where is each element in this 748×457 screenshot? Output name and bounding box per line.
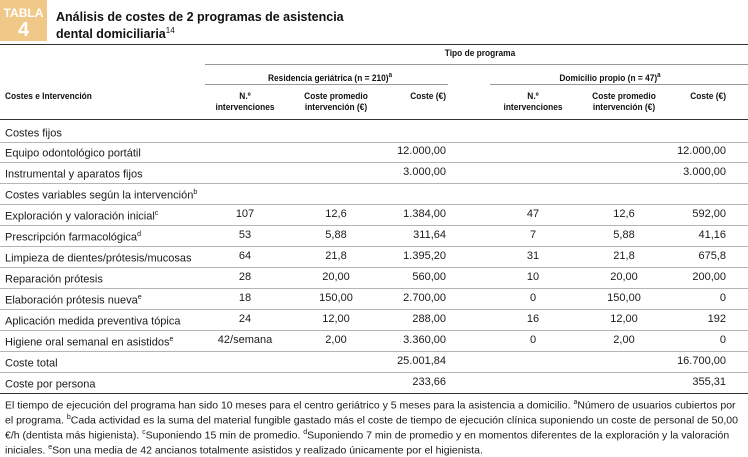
table-tag-number: 4 (17, 19, 30, 41)
title-line-1: Análisis de costes de 2 programas de asistencia (56, 10, 344, 24)
cell-n2: 10 (526, 271, 540, 283)
cell-avg2: 21,8 (613, 250, 635, 262)
cell-avg2: 12,6 (613, 208, 635, 220)
table-row (0, 330, 748, 352)
cell-n2: 47 (526, 208, 540, 220)
cell-cost2: 16.700,00 (677, 355, 726, 367)
row-label: Exploración y valoración inicial$^c$ (5, 210, 159, 223)
cell-cost1: 3.000,00 (403, 166, 446, 178)
cell-n1: 42/semana (217, 334, 273, 346)
cell-avg2: 5,88 (613, 229, 635, 241)
title-line-2: dental domiciliaria$^{14}$ (56, 26, 175, 42)
row-label: Prescripción farmacológica$^d$ (5, 231, 141, 244)
col-n2-header: N.º intervenciones (503, 91, 563, 113)
cell-cost2: 12.000,00 (677, 145, 726, 157)
col-cost2-header: Coste (€) (690, 91, 726, 102)
group2-rule (490, 84, 748, 85)
table-row (0, 288, 748, 310)
cell-cost1: 2.700,00 (403, 292, 446, 304)
cell-cost1: 288,00 (412, 313, 446, 325)
cell-cost1: 1.395,20 (403, 250, 446, 262)
row-label-header: Costes e Intervención (5, 91, 92, 102)
cell-avg2: 2,00 (613, 334, 635, 346)
table-row (0, 351, 748, 373)
top-rule (0, 44, 748, 45)
cell-cost1: 560,00 (412, 271, 446, 283)
cell-n1: 18 (238, 292, 252, 304)
program-type-rule (205, 64, 748, 65)
table-footnote: El tiempo de ejecución del programa han sido 10 meses para el centro geriátrico y 5 meses para la asistencia a domicilio. $^a$Número de usuarios cubiertos por el programa. $^b$Cada actividad es la suma del material fungible gastado más el coste de tiempo de ejecución clínica suponiendo un coste de personal de 50,00 €/h (dentista más higienista). $^c$Suponiendo 15 min de promedio. $^d$Suponiendo 7 min de promedio y en momentos diferentes de la exploración y la valoración iniciales. $^e$Son una media de 42 ancianos totalmente asistidos y realizado únicamente por el higienista. (5, 399, 738, 457)
cell-cost2: 592,00 (692, 208, 726, 220)
table-row (0, 121, 748, 143)
table-tag-word: TABLA (3, 6, 44, 20)
cell-avg1: 21,8 (325, 250, 347, 262)
group-residencia-header: Residencia geriátrica (n = 210)$^a$ (267, 72, 393, 85)
cell-cost2: 192 (707, 313, 726, 325)
row-label: Elaboración prótesis nueva$^e$ (5, 294, 142, 307)
cell-avg1: 20,00 (322, 271, 350, 283)
cell-n2: 0 (529, 334, 537, 346)
row-label: Instrumental y aparatos fijos (5, 168, 143, 181)
cell-n2: 0 (529, 292, 537, 304)
group-domicilio-header: Domicilio propio (n = 47)$^a$ (559, 72, 661, 85)
row-label: Costes fijos (5, 127, 62, 140)
table-row (0, 183, 748, 205)
cell-cost1: 311,64 (413, 229, 446, 241)
cell-cost2: 0 (719, 334, 726, 346)
cell-avg1: 150,00 (319, 292, 353, 304)
cell-avg1: 5,88 (325, 229, 347, 241)
col-avg2-header: Coste promedio intervención (€) (592, 91, 656, 113)
cell-cost1: 3.360,00 (403, 334, 446, 346)
cell-n2: 7 (529, 229, 537, 241)
table-row (0, 162, 748, 184)
table-row (0, 141, 748, 163)
cell-avg1: 12,00 (322, 313, 350, 325)
row-label: Coste por persona (5, 378, 96, 391)
cell-cost1: 12.000,00 (397, 145, 446, 157)
cell-cost1: 1.384,00 (403, 208, 446, 220)
program-type-header: Tipo de programa (444, 48, 516, 59)
header-rule (0, 119, 748, 120)
cell-n1: 107 (235, 208, 255, 220)
cell-avg2: 150,00 (607, 292, 641, 304)
cell-n1: 28 (238, 271, 252, 283)
table-row (0, 267, 748, 289)
cell-cost2: 355,31 (692, 376, 726, 388)
table-tag (0, 0, 47, 41)
table-row (0, 204, 748, 226)
row-label: Higiene oral semanal en asistidos$^e$ (5, 336, 174, 349)
row-label: Equipo odontológico portátil (5, 147, 141, 160)
col-n1-header: N.º intervenciones (215, 91, 275, 113)
group1-rule (205, 84, 448, 85)
row-label: Costes variables según la intervención$^b$ (5, 189, 198, 202)
cell-n1: 24 (238, 313, 252, 325)
cell-n1: 64 (238, 250, 252, 262)
cell-cost2: 0 (719, 292, 726, 304)
row-label: Coste total (5, 357, 58, 370)
cell-avg1: 2,00 (325, 334, 347, 346)
table-title (56, 10, 344, 41)
cell-n2: 31 (526, 250, 540, 262)
table-row (0, 225, 748, 247)
cell-cost1: 233,66 (412, 376, 446, 388)
row-label: Reparación prótesis (5, 273, 103, 286)
col-cost1-header: Coste (€) (410, 91, 446, 102)
row-label: Aplicación medida preventiva tópica (5, 315, 181, 328)
cell-cost2: 200,00 (692, 271, 726, 283)
cell-cost1: 25.001,84 (397, 355, 446, 367)
cell-n2: 16 (526, 313, 540, 325)
cell-cost2: 3.000,00 (683, 166, 726, 178)
title-reference: 14 (165, 26, 175, 35)
cell-cost2: 41,16 (698, 229, 726, 241)
cell-avg2: 12,00 (610, 313, 638, 325)
col-avg1-header: Coste promedio intervención (€) (304, 91, 368, 113)
cell-avg2: 20,00 (610, 271, 638, 283)
row-label: Limpieza de dientes/prótesis/mucosas (5, 252, 192, 265)
table-row (0, 309, 748, 331)
cell-cost2: 675,8 (698, 250, 726, 262)
cell-avg1: 12,6 (325, 208, 347, 220)
table-row (0, 372, 748, 394)
table-row (0, 246, 748, 268)
cell-n1: 53 (238, 229, 252, 241)
